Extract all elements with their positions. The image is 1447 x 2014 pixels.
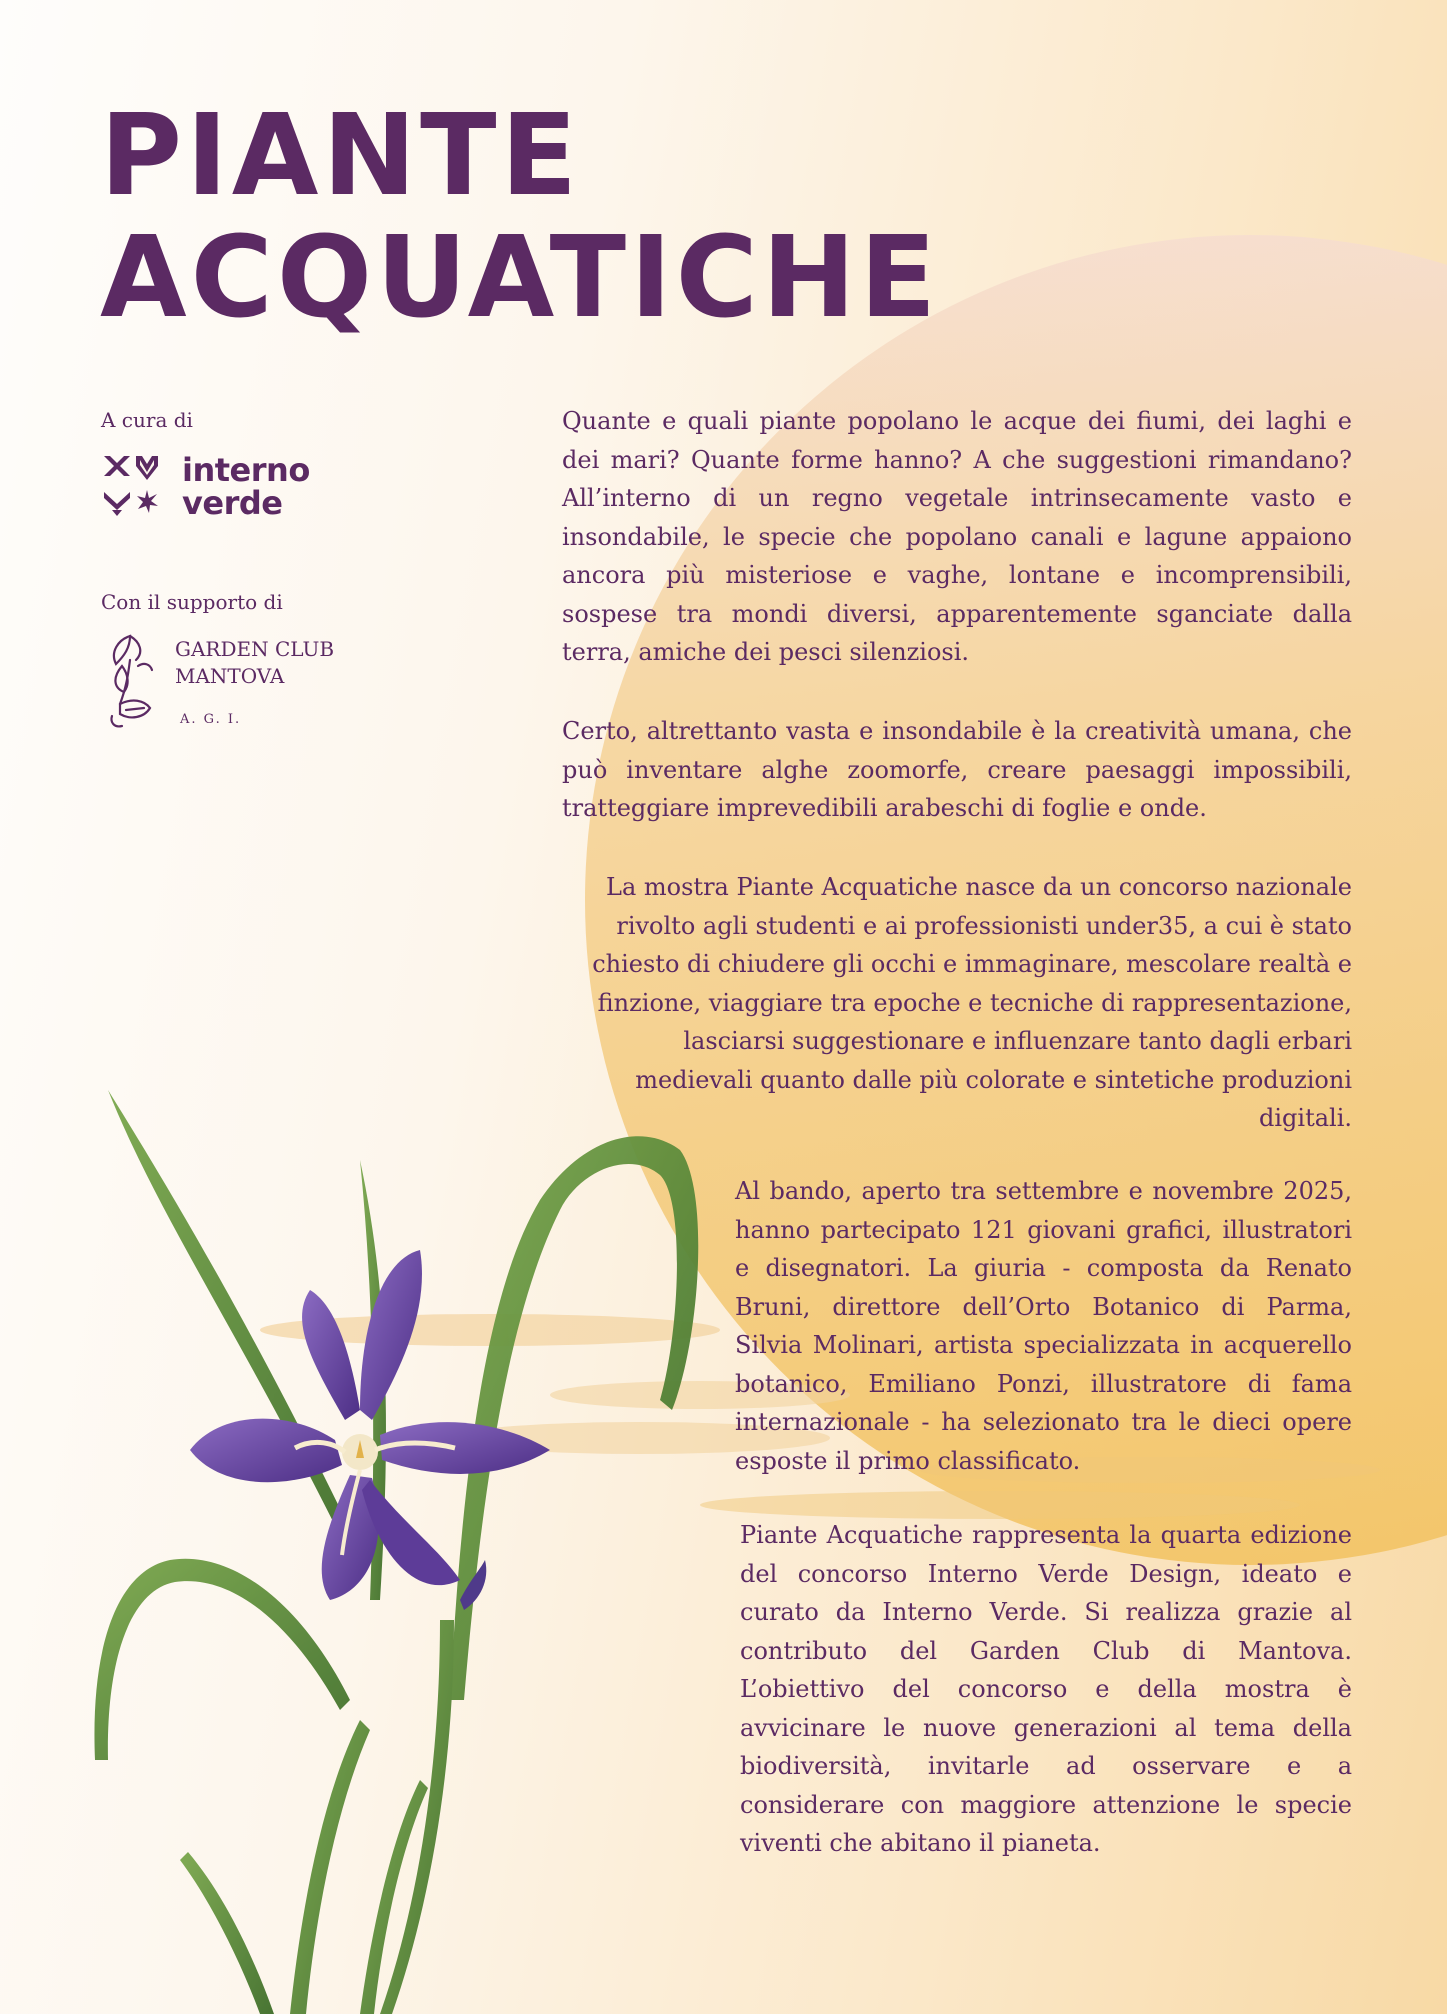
intro-paragraph: Quante e quali piante popolano le acque dei fiumi, dei laghi e dei mari? Quante forme hanno? A che suggestioni rimandano? All’interno di un regno vegetale intrinsecamente vasto e insondabile, le specie che popolano canali e lagune appaiono ancora più misteriose e vaghe, lontane e incomprensibili, sospese tra mondi diversi, apparentemente sganciate dalla terra, amiche dei pesci silenziosi. bbox=[562, 407, 1352, 666]
garden-club-agi: A. G. I. bbox=[180, 712, 242, 727]
garden-club-name: GARDEN CLUB MANTOVA bbox=[175, 637, 335, 688]
title-line: ACQUATICHE bbox=[100, 213, 941, 343]
edition-paragraph: Piante Acquatiche rappresenta la quarta edizione del concorso Interno Verde Design, ideato e curato da Interno Verde. Si realizza grazie al contributo del Garden Club di Mantova. L’obiettivo del concorso e della mostra è avvicinare le nuove generazioni al tema della biodiversità, invitarle ad osservare e a considerare con maggiore attenzione le specie viventi che abitano il pianeta. bbox=[740, 1521, 1352, 1857]
title-line: PIANTE bbox=[100, 91, 582, 221]
interno-verde-wordmark: interno verde bbox=[182, 451, 310, 522]
garden-club-mantova-logo bbox=[100, 626, 360, 736]
page-title bbox=[100, 91, 941, 343]
exhibition-paragraph: La mostra Piante Acquatiche nasce da un concorso nazionale rivolto agli studenti e ai professionisti under35, a cui è stato chiesto di chiudere gli occhi e immaginare, mescolare realtà e finzione, viaggiare tra epoche e tecniche di rappresentazione, lasciarsi suggestionare e influenzare tanto dagli erbari medievali quanto dalle più colorate e sintetiche produzioni digitali. bbox=[592, 873, 1352, 1132]
interno-verde-logo bbox=[100, 452, 340, 524]
iris-flower bbox=[190, 1250, 550, 1610]
interno-verde-mark-icon bbox=[100, 452, 170, 524]
iris-flower-illustration bbox=[60, 1080, 710, 2014]
garden-club-flower-icon bbox=[100, 626, 168, 734]
creativity-paragraph: Certo, altrettanto vasta e insondabile è la creatività umana, che può inventare alghe zoomorfe, creare paesaggi impossibili, tratteggiare imprevedibili arabeschi di foglie e onde. bbox=[562, 717, 1352, 822]
cloud-shape bbox=[700, 1491, 1300, 1519]
supported-by-label: Con il supporto di bbox=[101, 590, 283, 614]
curated-by-label: A cura di bbox=[101, 408, 193, 432]
competition-paragraph: Al bando, aperto tra settembre e novembre 2025, hanno partecipato 121 giovani grafici, illustratori e disegnatori. La giuria - composta da Renato Bruni, direttore dell’Orto Botanico di Parma, Silvia Molinari, artista specializzata in acquerello botanico, Emiliano Ponzi, illustratore di fama internazionale - ha selezionato tra le dieci opere esposte il primo classificato. bbox=[735, 1177, 1352, 1475]
